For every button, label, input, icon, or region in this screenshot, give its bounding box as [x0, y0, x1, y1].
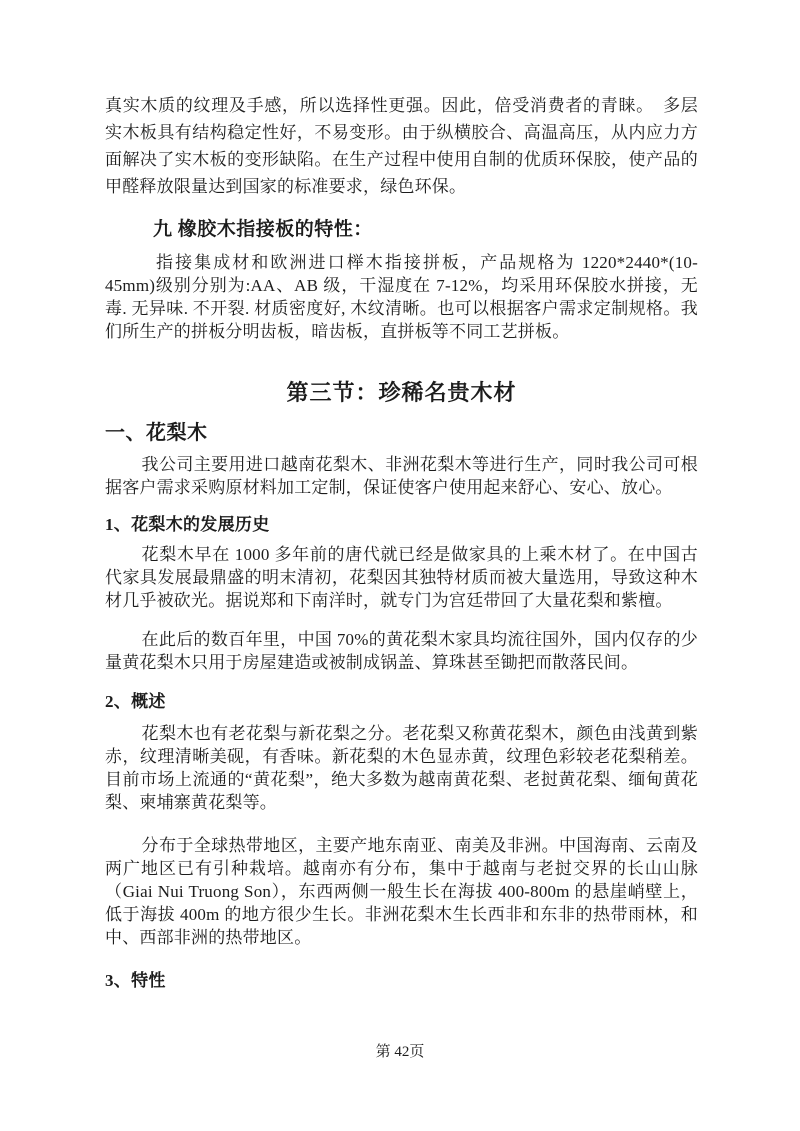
paragraph-finger-joint-board: 指接集成材和欧洲进口榉木指接拼板，产品规格为 1220*2440*(10-45mm)级别分别为:AA、AB 级，干湿度在 7-12%，均采用环保胶水拼接，无毒. 无异味. 不开裂. 材质密度好, 木纹清晰。也可以根据客户需求定制规格。我们所生产的拼板分明齿板，暗齿板，直拼板等不同工艺拼板。	[105, 253, 698, 341]
heading-traits: 3、特性	[105, 971, 166, 990]
paragraph-hualimu-intro: 我公司主要用进口越南花梨木、非洲花梨木等进行生产，同时我公司可根据客户需求采购原材料加工定制，保证使客户使用起来舒心、安心、放心。	[105, 455, 698, 497]
paragraph-history-2: 在此后的数百年里，中国 70%的黄花梨木家具均流往国外，国内仅存的少量黄花梨木只用于房屋建造或被制成锅盖、算珠甚至锄把而散落民间。	[105, 630, 698, 672]
paragraph-overview-1: 花梨木也有老花梨与新花梨之分。老花梨又称黄花梨木，颜色由浅黄到紫赤，纹理清晰美砚，有香味。新花梨的木色显赤黄，纹理色彩较老花梨稍差。目前市场上流通的“黄花梨”，绝大多数为越南黄花梨、老挝黄花梨、缅甸黄花梨、柬埔寨黄花梨等。	[105, 724, 698, 812]
paragraph-overview-2: 分布于全球热带地区，主要产地东南亚、南美及非洲。中国海南、云南及两广地区已有引种栽培。越南亦有分布，集中于越南与老挝交界的长山山脉（Giai Nui Truong Son），东西两侧一般生长在海拔 400-800m 的悬崖峭壁上，低于海拔 400m 的地方很少生长。非洲花梨木生长西非和东非的热带雨林，和中、西部非洲的热带地区。	[105, 836, 698, 947]
heading-overview: 2、概述	[105, 692, 166, 711]
paragraph-history-1: 花梨木早在 1000 多年前的唐代就已经是做家具的上乘木材了。在中国古代家具发展最鼎盛的明末清初，花梨因其独特材质而被大量选用，导致这种木材几乎被砍光。据说郑和下南洋时，就专门为宫廷带回了大量花梨和紫檀。	[105, 545, 698, 610]
paragraph-continuation: 真实木质的纹理及手感，所以选择性更强。因此，倍受消费者的青睐。 多层实木板具有结构稳定性好，不易变形。由于纵横胶合、高温高压，从内应力方面解决了实木板的变形缺陷。在生产过程中使用自制的优质环保胶，使产品的甲醛释放限量达到国家的标准要求，绿色环保。	[105, 96, 698, 196]
subsection-heading-hualimu: 一、花梨木	[105, 422, 208, 444]
page-number: 第 42页	[375, 1044, 425, 1060]
heading-history: 1、花梨木的发展历史	[105, 515, 270, 534]
section-title: 第三节：珍稀名贵木材	[286, 380, 517, 405]
section-9-heading: 九 橡胶木指接板的特性：	[153, 219, 373, 240]
